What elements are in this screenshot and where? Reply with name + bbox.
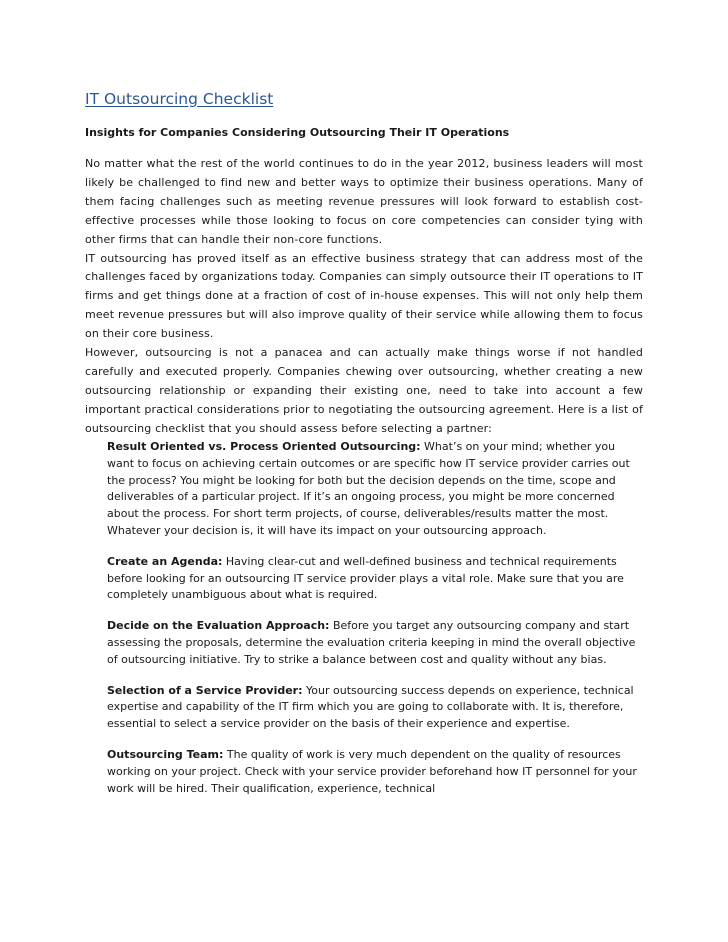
document-title[interactable]: IT Outsourcing Checklist	[85, 90, 274, 108]
checklist-item	[107, 747, 643, 797]
checklist-item-text: What’s on your mind; whether you want to focus on achieving certain outcomes or are specific how IT service provider carries out the process? You might be looking for both but the decision depends on the time, scope and deliverables of a particular project. If it’s an ongoing process, you might be more concerned about the process. For short term projects, of course, deliverables/results matter the most. Whatever your decision is, it will have its impact on your outsourcing approach.	[107, 440, 630, 537]
checklist-item-text: The quality of work is very much dependent on the quality of resources working on your project. Check with your service provider beforehand how IT personnel for your work will be hired. Their qualification, experience, technical	[107, 747, 637, 795]
intro-paragraph: However, outsourcing is not a panacea and can actually make things worse if not handled carefully and executed properly. Companies chewing over outsourcing, whether creating a new outsourcing relationship or expanding their existing one, need to take into account a few important practical considerations prior to negotiating the outsourcing agreement. Here is a list of outsourcing checklist that you should assess before selecting a partner:	[85, 346, 643, 435]
checklist-item-text: Having clear-cut and well-defined business and technical requirements before looking for an outsourcing IT service provider plays a vital role. Make sure that you are completely unambiguous about what is required.	[107, 554, 624, 602]
checklist-item	[107, 439, 643, 540]
checklist-item-heading: Decide on the Evaluation Approach:	[107, 619, 330, 633]
outsourcing-checklist	[107, 439, 643, 811]
checklist-item-heading: Selection of a Service Provider:	[107, 683, 303, 697]
checklist-item-heading: Result Oriented vs. Process Oriented Outsourcing:	[107, 440, 421, 453]
intro-text	[85, 155, 643, 439]
checklist-item	[107, 554, 643, 604]
document-subtitle: Insights for Companies Considering Outsourcing Their IT Operations	[85, 126, 510, 139]
checklist-item-heading: Create an Agenda:	[107, 554, 223, 568]
checklist-item-heading: Outsourcing Team:	[107, 747, 224, 761]
checklist-item	[107, 683, 643, 733]
checklist-item-text: Before you target any outsourcing company and start assessing the proposals, determine the evaluation criteria keeping in mind the overall objective of outsourcing initiative. Try to strike a balance between cost and quality without any bias.	[107, 619, 636, 666]
intro-paragraph: No matter what the rest of the world continues to do in the year 2012, business leaders will most likely be challenged to find new and better ways to optimize their business operations. Many of them facing challenges such as meeting revenue pressures will look forward to establish cost-effective processes while those looking to focus on core competencies can consider tying with other firms that can handle their non-core functions.	[85, 157, 643, 246]
intro-paragraph: IT outsourcing has proved itself as an effective business strategy that can address most of the challenges faced by organizations today. Companies can simply outsource their IT operations to IT firms and get things done at a fraction of cost of in-house expenses. This will not only help them meet revenue pressures but will also improve quality of their service while allowing them to focus on their core business.	[85, 251, 643, 341]
checklist-item-text: Your outsourcing success depends on experience, technical expertise and capability of the IT firm which you are going to collaborate with. It is, therefore, essential to select a service provider on the basis of their experience and expertise.	[107, 683, 634, 731]
checklist-item	[107, 618, 643, 668]
